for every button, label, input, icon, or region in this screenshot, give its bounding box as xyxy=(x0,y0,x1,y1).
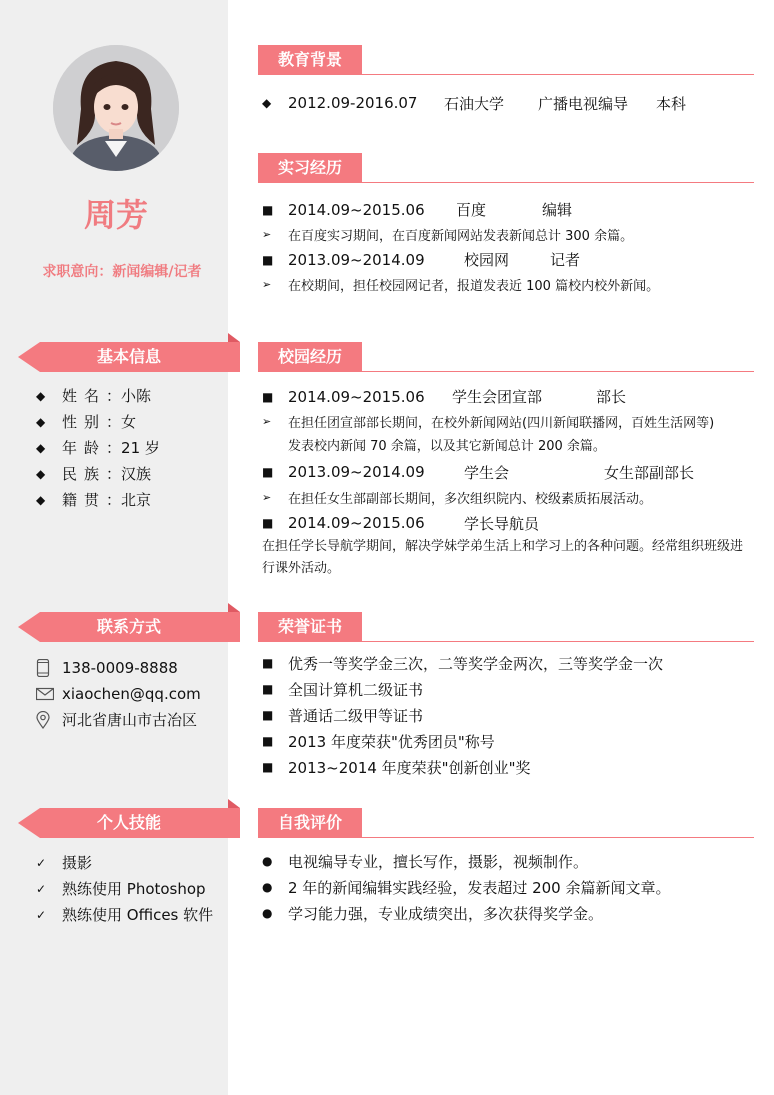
education-header xyxy=(258,45,754,75)
honors-content xyxy=(262,650,752,780)
internship-header xyxy=(258,153,754,183)
education-row xyxy=(262,92,752,114)
honor-item xyxy=(262,650,752,676)
contact-email xyxy=(36,681,201,707)
diamond-bullet-icon: ◆ xyxy=(36,415,46,429)
diamond-bullet-icon: ◆ xyxy=(36,389,46,403)
campus-paragraph: 在担任学长导航学期间，解决学妹学弟生活上和学习上的各种问题。经常组织班级进行课外活动。 xyxy=(262,539,744,576)
education-period: 2012.09-2016.07 xyxy=(288,94,418,112)
ribbon-fold xyxy=(228,603,240,612)
internship-desc xyxy=(262,222,752,247)
education-major: 广播电视编导 xyxy=(538,94,629,113)
circle-bullet-icon: ● xyxy=(262,906,273,920)
info-row-age xyxy=(36,435,160,461)
section-divider xyxy=(362,837,754,838)
campus-desc xyxy=(262,409,752,434)
self-eval-title: 自我评价 xyxy=(258,808,362,838)
entry-org: 百度 xyxy=(456,201,487,219)
education-school: 石油大学 xyxy=(444,94,505,113)
entry-org: 学生会团宣部 xyxy=(452,388,543,406)
self-eval-item xyxy=(262,874,752,900)
entry-desc: 在校期间，担任校园网记者，报道发表近 100 篇校内校外新闻。 xyxy=(288,279,660,294)
colon: ： xyxy=(106,387,122,405)
diamond-bullet-icon: ◆ xyxy=(262,96,272,110)
colon: ： xyxy=(106,439,122,457)
entry-desc: 在百度实习期间，在百度新闻网站发表新闻总计 300 余篇。 xyxy=(288,229,634,244)
square-bullet-icon: ■ xyxy=(262,465,274,479)
arrow-bullet-icon: ➢ xyxy=(262,278,272,291)
arrow-bullet-icon: ➢ xyxy=(262,491,272,504)
info-label: 性别 xyxy=(62,413,107,431)
campus-content xyxy=(262,384,752,580)
diamond-bullet-icon: ◆ xyxy=(36,493,46,507)
honors-title: 荣誉证书 xyxy=(258,612,362,642)
location-pin-icon xyxy=(36,710,62,730)
honor-text: 优秀一等奖学金三次，二等奖学金两次，三等奖学金一次 xyxy=(288,654,664,673)
check-icon: ✓ xyxy=(36,908,47,922)
internship-title: 实习经历 xyxy=(258,153,362,183)
skills-header xyxy=(18,808,240,838)
avatar xyxy=(53,45,179,171)
campus-desc xyxy=(262,485,752,510)
internship-entry xyxy=(262,197,752,222)
square-bullet-icon: ■ xyxy=(262,708,274,722)
portrait-photo xyxy=(53,45,179,171)
skill-label: 熟练使用 Offices 软件 xyxy=(62,906,214,924)
self-eval-item xyxy=(262,848,752,874)
info-value: 21 岁 xyxy=(121,439,160,457)
section-divider xyxy=(362,74,754,75)
square-bullet-icon: ■ xyxy=(262,202,274,217)
square-bullet-icon: ■ xyxy=(262,734,274,748)
basic-info-title: 基本信息 xyxy=(96,347,161,366)
mail-icon xyxy=(36,684,62,704)
self-eval-text: 学习能力强，专业成绩突出，多次获得奖学金。 xyxy=(288,904,604,923)
self-eval-content xyxy=(262,848,752,926)
candidate-name: 周芳 xyxy=(83,196,148,234)
skills-title: 个人技能 xyxy=(96,813,161,832)
campus-header xyxy=(258,342,754,372)
basic-info-list xyxy=(36,383,160,513)
honor-item xyxy=(262,702,752,728)
colon: ： xyxy=(106,413,122,431)
circle-bullet-icon: ● xyxy=(262,854,273,868)
entry-org: 学生会 xyxy=(464,463,510,482)
square-bullet-icon: ■ xyxy=(262,656,274,670)
entry-desc: 在担任团宣部部长期间，在校外新闻网站(四川新闻联播网，百姓生活网等) xyxy=(288,416,715,431)
entry-period: 2014.09~2015.06 xyxy=(288,514,425,532)
info-label: 民族 xyxy=(62,465,107,483)
job-objective: 求职意向：新闻编辑/记者 xyxy=(42,264,202,280)
internship-desc xyxy=(262,272,752,297)
entry-role: 部长 xyxy=(596,388,627,406)
campus-entry xyxy=(262,459,752,485)
education-title: 教育背景 xyxy=(258,45,362,75)
entry-org: 校园网 xyxy=(464,251,510,269)
skills-list xyxy=(36,850,213,928)
info-row-ethnicity xyxy=(36,461,160,487)
info-value: 汉族 xyxy=(121,465,152,483)
colon: ： xyxy=(106,465,122,483)
square-bullet-icon: ■ xyxy=(262,682,274,696)
diamond-bullet-icon: ◆ xyxy=(36,467,46,481)
diamond-bullet-icon: ◆ xyxy=(36,441,46,455)
info-label: 姓名 xyxy=(62,387,107,405)
contact-phone xyxy=(36,655,201,681)
entry-period: 2014.09~2015.06 xyxy=(288,387,425,406)
contact-header xyxy=(18,612,240,642)
entry-desc-continued: 发表校内新闻 70 余篇，以及其它新闻总计 200 余篇。 xyxy=(288,439,606,454)
entry-role: 编辑 xyxy=(542,201,573,219)
square-bullet-icon: ■ xyxy=(262,516,274,530)
info-row-gender xyxy=(36,409,160,435)
entry-period: 2014.09~2015.06 xyxy=(288,200,425,219)
skill-item xyxy=(36,876,213,902)
basic-info-header xyxy=(18,342,240,372)
self-eval-text: 电视编导专业，擅长写作，摄影，视频制作。 xyxy=(288,852,589,871)
skill-item xyxy=(36,850,213,876)
entry-role: 女生部副部长 xyxy=(604,463,695,482)
internship-content xyxy=(262,197,752,297)
honor-item xyxy=(262,728,752,754)
info-value: 北京 xyxy=(121,491,152,509)
section-divider xyxy=(362,371,754,372)
email-address[interactable]: xiaochen@qq.com xyxy=(62,685,201,703)
square-bullet-icon: ■ xyxy=(262,389,274,404)
internship-entry xyxy=(262,247,752,272)
skill-item xyxy=(36,902,213,928)
colon: ： xyxy=(106,491,122,509)
honors-header xyxy=(258,612,754,642)
self-eval-text: 2 年的新闻编辑实践经验，发表超过 200 余篇新闻文章。 xyxy=(288,878,671,897)
contact-list xyxy=(36,655,201,733)
arrow-bullet-icon: ➢ xyxy=(262,228,272,241)
campus-entry xyxy=(262,510,752,536)
education-content xyxy=(262,92,752,114)
self-eval-header xyxy=(258,808,754,838)
ribbon-fold xyxy=(228,799,240,808)
section-divider xyxy=(362,182,754,183)
contact-address xyxy=(36,707,201,733)
info-label: 年龄 xyxy=(62,439,107,457)
circle-bullet-icon: ● xyxy=(262,880,273,894)
campus-entry xyxy=(262,384,752,409)
phone-number: 138-0009-8888 xyxy=(62,659,178,677)
self-eval-item xyxy=(262,900,752,926)
entry-period: 2013.09~2014.09 xyxy=(288,463,425,481)
honor-text: 普通话二级甲等证书 xyxy=(288,706,424,725)
contact-title: 联系方式 xyxy=(96,617,161,636)
section-divider xyxy=(362,641,754,642)
info-row-hometown xyxy=(36,487,160,513)
honor-item xyxy=(262,754,752,780)
square-bullet-icon: ■ xyxy=(262,252,274,267)
entry-role: 记者 xyxy=(550,251,581,269)
honor-text: 2013~2014 年度荣获"创新创业"奖 xyxy=(288,758,531,777)
honor-text: 全国计算机二级证书 xyxy=(288,680,424,699)
info-label: 籍贯 xyxy=(62,491,107,509)
check-icon: ✓ xyxy=(36,856,47,870)
entry-org: 学长导航员 xyxy=(464,514,540,533)
education-degree: 本科 xyxy=(656,94,687,113)
phone-icon xyxy=(36,658,62,678)
entry-desc: 在担任女生部副部长期间，多次组织院内、校级素质拓展活动。 xyxy=(288,492,653,507)
campus-title: 校园经历 xyxy=(258,342,362,372)
info-value: 小陈 xyxy=(121,387,152,405)
skill-label: 摄影 xyxy=(62,854,93,872)
honor-item xyxy=(262,676,752,702)
entry-period: 2013.09~2014.09 xyxy=(288,250,425,269)
info-value: 女 xyxy=(121,413,137,431)
address-text: 河北省唐山市古冶区 xyxy=(62,711,198,729)
arrow-bullet-icon: ➢ xyxy=(262,415,272,428)
info-row-name xyxy=(36,383,160,409)
check-icon: ✓ xyxy=(36,882,47,896)
ribbon-fold xyxy=(228,333,240,342)
square-bullet-icon: ■ xyxy=(262,760,274,774)
skill-label: 熟练使用 Photoshop xyxy=(62,880,206,898)
honor-text: 2013 年度荣获"优秀团员"称号 xyxy=(288,732,495,751)
